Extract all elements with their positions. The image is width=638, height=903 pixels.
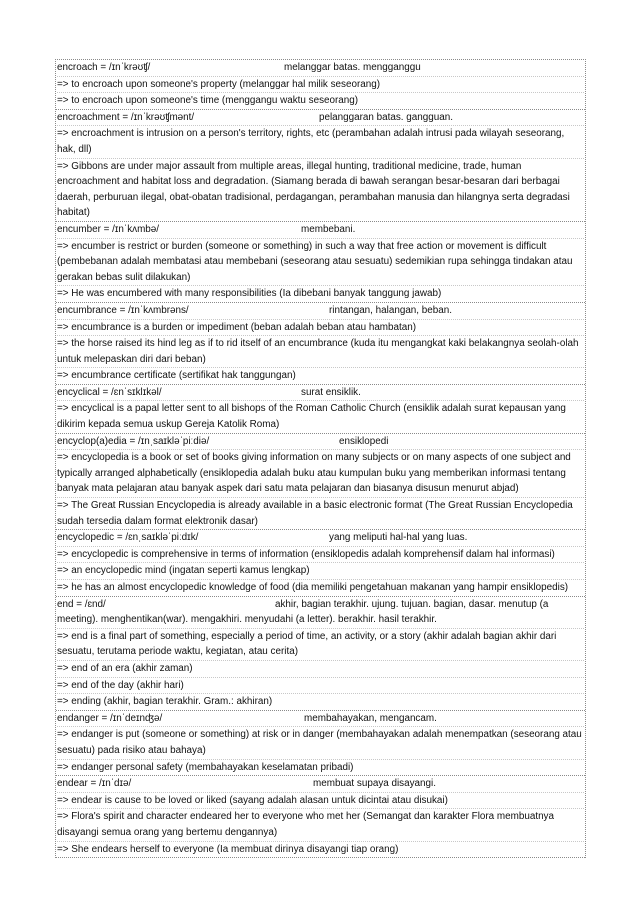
- entry-term: encyclical = /ɛnˈsɪklɪkəl/: [57, 386, 162, 398]
- example-line: => endanger personal safety (membahayakan keselamatan pribadi): [57, 761, 354, 773]
- example-line: => encroachment is intrusion on a person's territory, rights, etc (perambahan adalah intrusi pada wilayah seseorang, hak, dll): [57, 126, 584, 158]
- entry-meaning: ensiklopedi: [339, 435, 389, 447]
- entry-term: encyclopedic = /ɛnˌsaɪkləˈpiːdɪk/: [57, 532, 199, 544]
- example-line: => encumber is restrict or burden (someone or something) in such a way that free action or movement is difficult (pembebanan adalah membatasi atau membebani (seseorang atau sesuatu) sedemikian rupa sehingga tindakan atau gerakan bebas sulit dilakukan): [57, 239, 584, 287]
- example-line: => end of the day (akhir hari): [57, 678, 584, 695]
- example-line: => to encroach upon someone's time (menggangu waktu seseorang): [57, 95, 359, 107]
- example-line: => She endears herself to everyone (Ia membuat dirinya disayangi tiap orang): [57, 843, 399, 855]
- entry-term: encyclop(a)edia = /ɪnˌsaɪkləˈpiːdiə/: [57, 435, 210, 447]
- entry-endanger: [56, 711, 585, 776]
- entry-meaning: akhir, bagian terakhir. ujung. tujuan. bagian, dasar. menutup (a meeting). menghentikan(war). mengakhiri. menyudahi (a letter). berakhir. hasil terakhir.: [57, 598, 549, 626]
- dictionary-document: [55, 59, 586, 858]
- entry-encyclopaedia: [56, 434, 585, 531]
- example-line: => end is a final part of something, especially a period of time, an activity, or a story (akhir adalah bagian akhir dari sesuatu, terutama periode waktu, kegiatan, atau cerita): [57, 629, 584, 661]
- entry-term: encroachment = /ɪnˈkrəʊʧmənt/: [57, 111, 195, 123]
- entry-headword: [57, 711, 584, 728]
- example-line: => Gibbons are under major assault from multiple areas, illegal hunting, traditional medicine, trade, human encroachment and habitat loss and degradation. (Siamang berada di bawah serangan besar-besaran dari berbagai daerah, perburuan ilegal, obat-obatan tradisional, perdagangan, perambahan manusia dan hilangnya serta degradasi habitat): [57, 160, 570, 219]
- example-line: => ending (akhir, bagian terakhir. Gram.: akhiran): [57, 696, 273, 708]
- example-line: => The Great Russian Encyclopedia is already available in a basic electronic format (The Great Russian Encyclopedia sudah tersedia dalam format elektronik dasar): [57, 500, 573, 527]
- example-line: => endear is cause to be loved or liked (sayang adalah alasan untuk dicintai atau disukai): [57, 793, 584, 810]
- example-line: => He was encumbered with many responsibilities (Ia dibebani banyak tanggung jawab): [57, 288, 442, 300]
- example-line: => end of an era (akhir zaman): [57, 661, 584, 678]
- entry-headword: [57, 303, 584, 320]
- entry-meaning: melanggar batas. mengganggu: [284, 62, 421, 73]
- entry-end: [56, 597, 585, 711]
- entry-headword: [57, 530, 584, 547]
- entry-term: encroach = /ɪnˈkrəʊʧ/: [57, 62, 151, 73]
- example-line: => encyclopedic is comprehensive in terms of information (ensiklopedis adalah komprehensif dalam hal informasi): [57, 547, 584, 564]
- example-line: => he has an almost encyclopedic knowledge of food (dia memiliki pengetahuan makanan yang hampir ensiklopedis): [57, 582, 569, 593]
- entry-headword: [57, 776, 584, 793]
- entry-term: endanger = /ɪnˈdeɪnʤə/: [57, 712, 163, 724]
- entry-term: end = /ɛnd/: [57, 598, 106, 610]
- entry-headword: [57, 434, 584, 451]
- entry-term: endear = /ɪnˈdɪə/: [57, 778, 132, 790]
- entry-meaning: membuat supaya disayangi.: [313, 778, 436, 790]
- entry-meaning: surat ensiklik.: [301, 386, 361, 398]
- entry-meaning: membebani.: [301, 223, 356, 235]
- entry-encroach: [56, 60, 585, 110]
- entry-encroachment: [56, 110, 585, 222]
- entry-headword: [57, 60, 584, 77]
- entry-meaning: pelanggaran batas. gangguan.: [319, 111, 453, 123]
- entry-headword: [57, 597, 584, 629]
- entry-meaning: membahayakan, mengancam.: [304, 712, 437, 724]
- entry-headword: [57, 110, 584, 127]
- entry-encyclopedic: [56, 530, 585, 596]
- entry-term: encumbrance = /ɪnˈkʌmbrəns/: [57, 304, 189, 316]
- example-line: => to encroach upon someone's property (melanggar hal milik seseorang): [57, 77, 584, 94]
- entry-meaning: yang meliputi hal-hal yang luas.: [329, 532, 468, 544]
- entry-encumbrance: [56, 303, 585, 385]
- entry-meaning: rintangan, halangan, beban.: [329, 304, 452, 316]
- entry-headword: [57, 222, 584, 239]
- entry-encyclical: [56, 385, 585, 434]
- entry-term: encumber = /ɪnˈkʌmbə/: [57, 223, 160, 235]
- example-line: => Flora's spirit and character endeared her to everyone who met her (Semangat dan karakter Flora membuatnya disayangi semua orang yang bertemu dengannya): [57, 809, 584, 841]
- example-line: => encyclical is a papal letter sent to all bishops of the Roman Catholic Church (ensiklik adalah surat kepausan yang dikirim kepada semua uskup Gereja Katolik Roma): [57, 403, 566, 431]
- example-line: => an encyclopedic mind (ingatan seperti kamus lengkap): [57, 563, 584, 580]
- example-line: => encumbrance is a burden or impediment (beban adalah beban atau hambatan): [57, 320, 584, 337]
- example-line: => the horse raised its hind leg as if to rid itself of an encumbrance (kuda itu mengangkat kaki belakangnya seolah-olah untuk melepaskan diri dari beban): [57, 336, 584, 368]
- example-line: => endanger is put (someone or something) at risk or in danger (membahayakan adalah menempatkan (seseorang atau sesuatu) pada risiko atau bahaya): [57, 727, 584, 759]
- example-line: => encyclopedia is a book or set of books giving information on many subjects or on many aspects of one subject and typically arranged alphabetically (ensiklopedia adalah buku atau kumpulan buku yang memberikan informasi tentang banyak mata pelajaran atau banyak aspek dari satu mata pelajaran dan biasanya disusun menurut abjad): [57, 450, 584, 498]
- example-line: => encumbrance certificate (sertifikat hak tanggungan): [57, 370, 296, 382]
- entry-headword: [57, 385, 584, 402]
- entry-endear: [56, 776, 585, 858]
- entry-encumber: [56, 222, 585, 303]
